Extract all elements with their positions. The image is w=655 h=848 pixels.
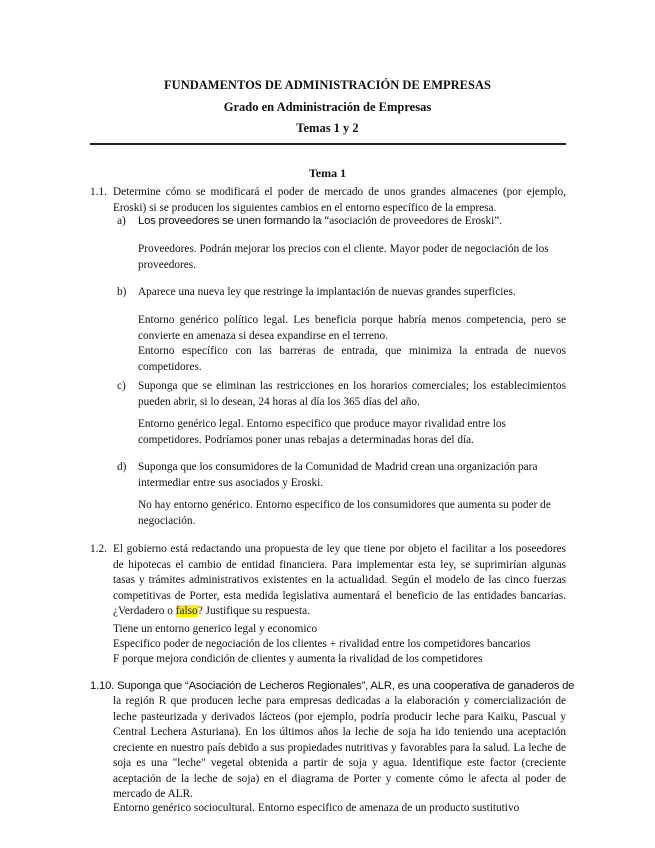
item-a-prompt-tail: “asociación de proveedores de Eroski”. — [324, 215, 503, 227]
item-c-label: c) — [117, 380, 126, 392]
question-1-10-answer: Entorno genérico sociocultural. Entorno especifico de amenaza de un producto sustitutivo — [113, 802, 520, 814]
highlighted-answer: falso — [175, 605, 198, 617]
question-1-2-number: 1.2. — [90, 543, 107, 555]
question-1-2-text-main: El gobierno está redactando una propuesta de ley que tiene por objeto el facilitar a los poseedores de hipotecas el cambio de entidad financiera. Para implementar esta ley, se suprimirían algunas tasas y trámites administrativos existentes en la actualidad. Según el modelo de las cinco fuerzas competitivas de Porter, esta medida legislativa aumentará el beneficio de las entidades bancarias. ¿Verdadero o — [113, 543, 566, 617]
item-a-label: a) — [117, 215, 126, 227]
question-1-1-number: 1.1. — [90, 186, 107, 198]
item-b-answer-2: Entorno específico con las barreras de entrada, que minimiza la entrada de nuevos competidores. — [138, 345, 566, 373]
item-a-answer: Proveedores. Podrán mejorar los precios con el cliente. Mayor poder de negociación de los proveedores. — [138, 243, 549, 271]
section-title: Tema 1 — [308, 166, 347, 180]
item-a-prompt — [138, 214, 566, 230]
question-1-2-answer-1: Tiene un entorno generico legal y economico — [113, 623, 318, 635]
question-1-2-answer-2: Especifico poder de negociación de los clientes + rivalidad entre los competidores bancarios — [113, 638, 531, 650]
question-1-10-lead: 1.10. Suponga que “Asociación de Lecheros Regionales”, ALR, es una cooperativa de ganaderos de — [90, 680, 575, 692]
item-b-answer-1: Entorno genérico político legal. Les beneficia porque habría menos competencia, pero se convierte en amenaza si desea expandirse en el terreno. — [138, 314, 566, 342]
item-d-answer: No hay entorno genérico. Entorno especifico de los consumidores que aumenta su poder de negociación. — [138, 499, 551, 527]
header-divider — [90, 143, 566, 145]
question-1-2-answer-3: F porque mejora condición de clientes y aumenta la rivalidad de los competidores — [113, 653, 483, 665]
item-a-prompt-lead: Los proveedores se unen formando la — [138, 215, 325, 227]
item-c-prompt: Suponga que se eliminan las restricciones en los horarios comerciales; los establecimientos pueden abrir, si lo desean, 24 horas al día los 365 días del año. — [138, 380, 566, 408]
item-b-prompt: Aparece una nueva ley que restringe la implantación de nuevas grandes superficies. — [138, 286, 516, 298]
item-b-label: b) — [117, 286, 127, 298]
question-1-2-text — [113, 542, 566, 620]
question-1-2-text-end: ? Justifique su respuesta. — [197, 605, 311, 617]
question-1-1-text: Determine cómo se modificará el poder de mercado de unos grandes almacenes (por ejemplo, Eroski) si se producen los siguientes cambios en el entorno específico de la empresa. — [113, 186, 566, 214]
degree-subtitle: Grado en Administración de Empresas — [223, 100, 432, 114]
topics-subtitle: Temas 1 y 2 — [296, 121, 359, 135]
question-1-10-text: la región R que producen leche para empresas dedicadas a la elaboración y comercialización de leche pasteurizada y derivados lácteos (por ejemplo, podría producir leche para Kaiku, Pascual y Central Lechera Asturiana). En los últimos años la leche de soja ha ido teniendo una aceptación creciente en nuestro país debido a sus propiedades nutritivas y favorables para la salud. La leche de soja es una "leche" vegetal obtenida a partir de soja y agua. Identifique este factor (creciente aceptación de la leche de soja) en el diagrama de Porter y comente cómo le afecta al poder de mercado de ALR. — [113, 695, 566, 800]
item-d-label: d) — [117, 461, 127, 473]
document-title: FUNDAMENTOS DE ADMINISTRACIÓN DE EMPRESAS — [164, 78, 491, 92]
item-d-prompt: Suponga que los consumidores de la Comunidad de Madrid crean una organización para intermediar entre sus asociados y Eroski. — [138, 461, 538, 489]
item-c-answer: Entorno genérico legal. Entorno especifico que produce mayor rivalidad entre los competidores. Podríamos poner unas rebajas a determinadas horas del día. — [138, 418, 506, 446]
